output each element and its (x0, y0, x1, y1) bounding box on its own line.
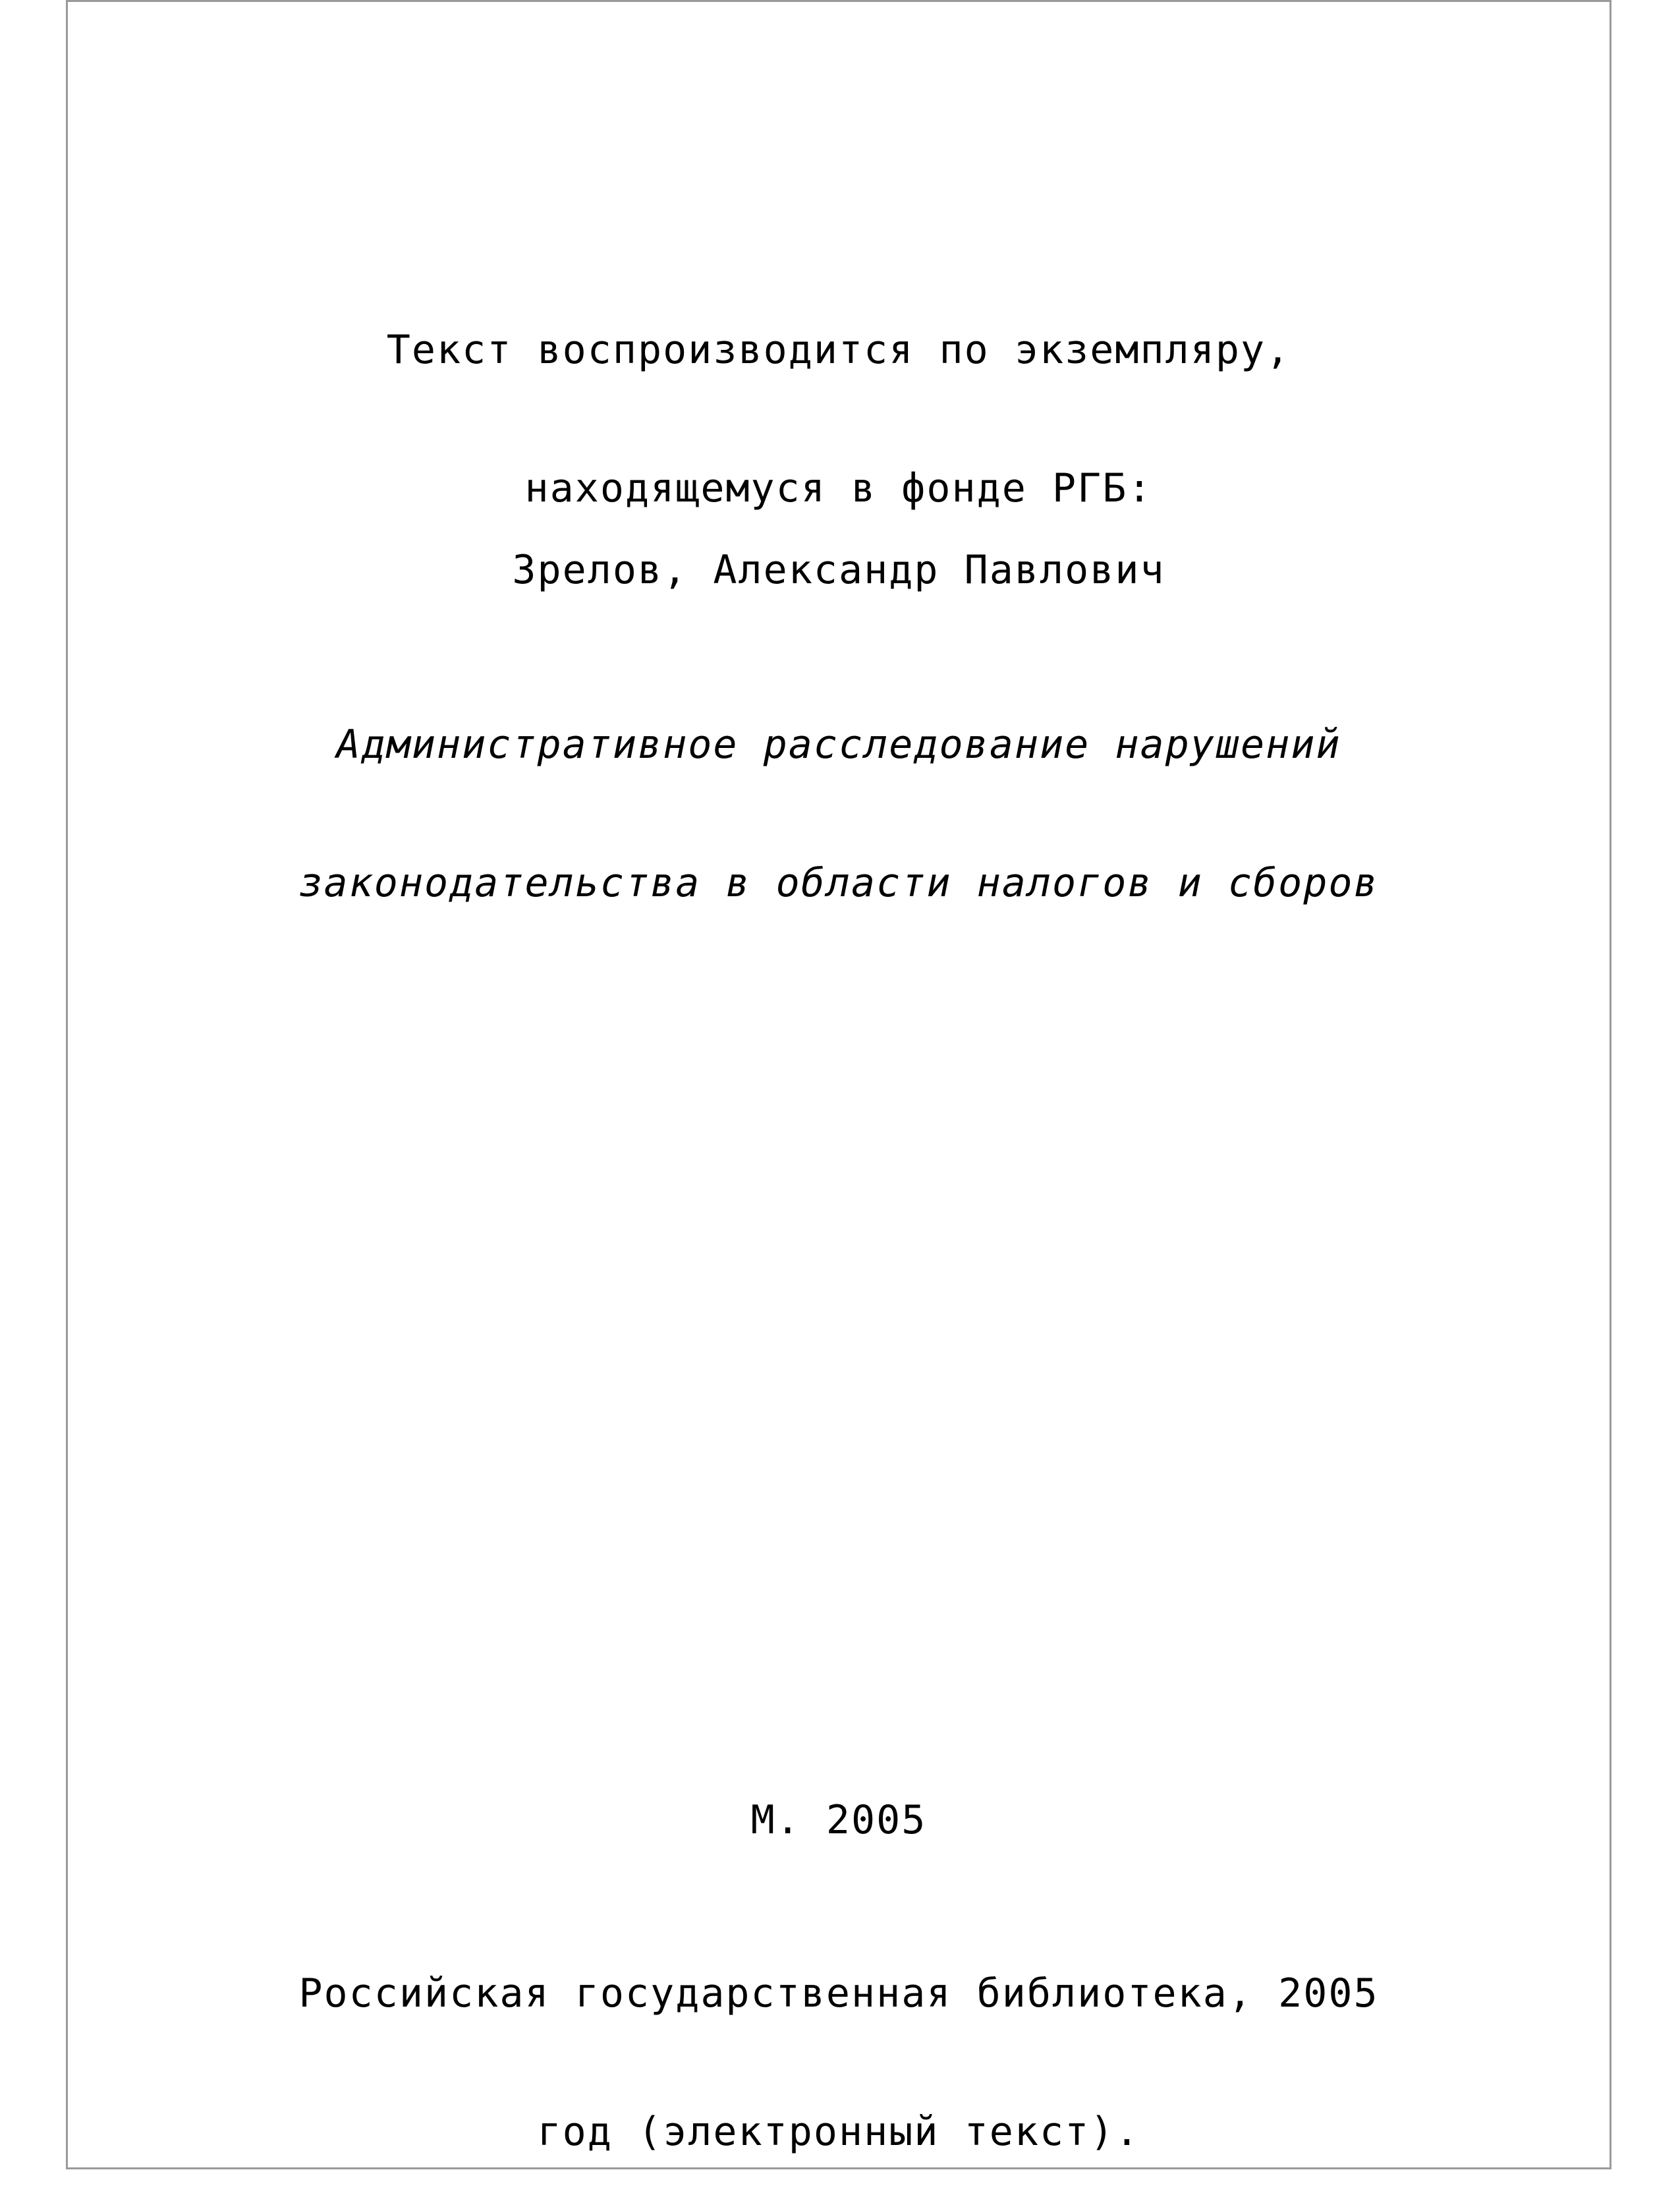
title-line-1: Административное расследование нарушений (336, 722, 1341, 768)
place-year: М. 2005 (750, 1797, 927, 1843)
footer-line-2: год (электронный текст). (537, 2109, 1140, 2155)
library-footer (66, 1878, 1611, 2201)
notice-line-1: Текст воспроизводится по экземпляру, (386, 327, 1291, 373)
author-block (66, 455, 1611, 639)
title-line-2: законодательства в области налогов и сборов (298, 860, 1379, 906)
notice-line-2: находящемуся в фонде РГБ: (524, 465, 1153, 511)
imprint (66, 1705, 1611, 1889)
document-title (66, 629, 1611, 952)
footer-line-1: Российская государственная библиотека, 2005 (298, 1970, 1379, 2016)
author-name: Зрелов, Александр Павлович (512, 547, 1165, 593)
